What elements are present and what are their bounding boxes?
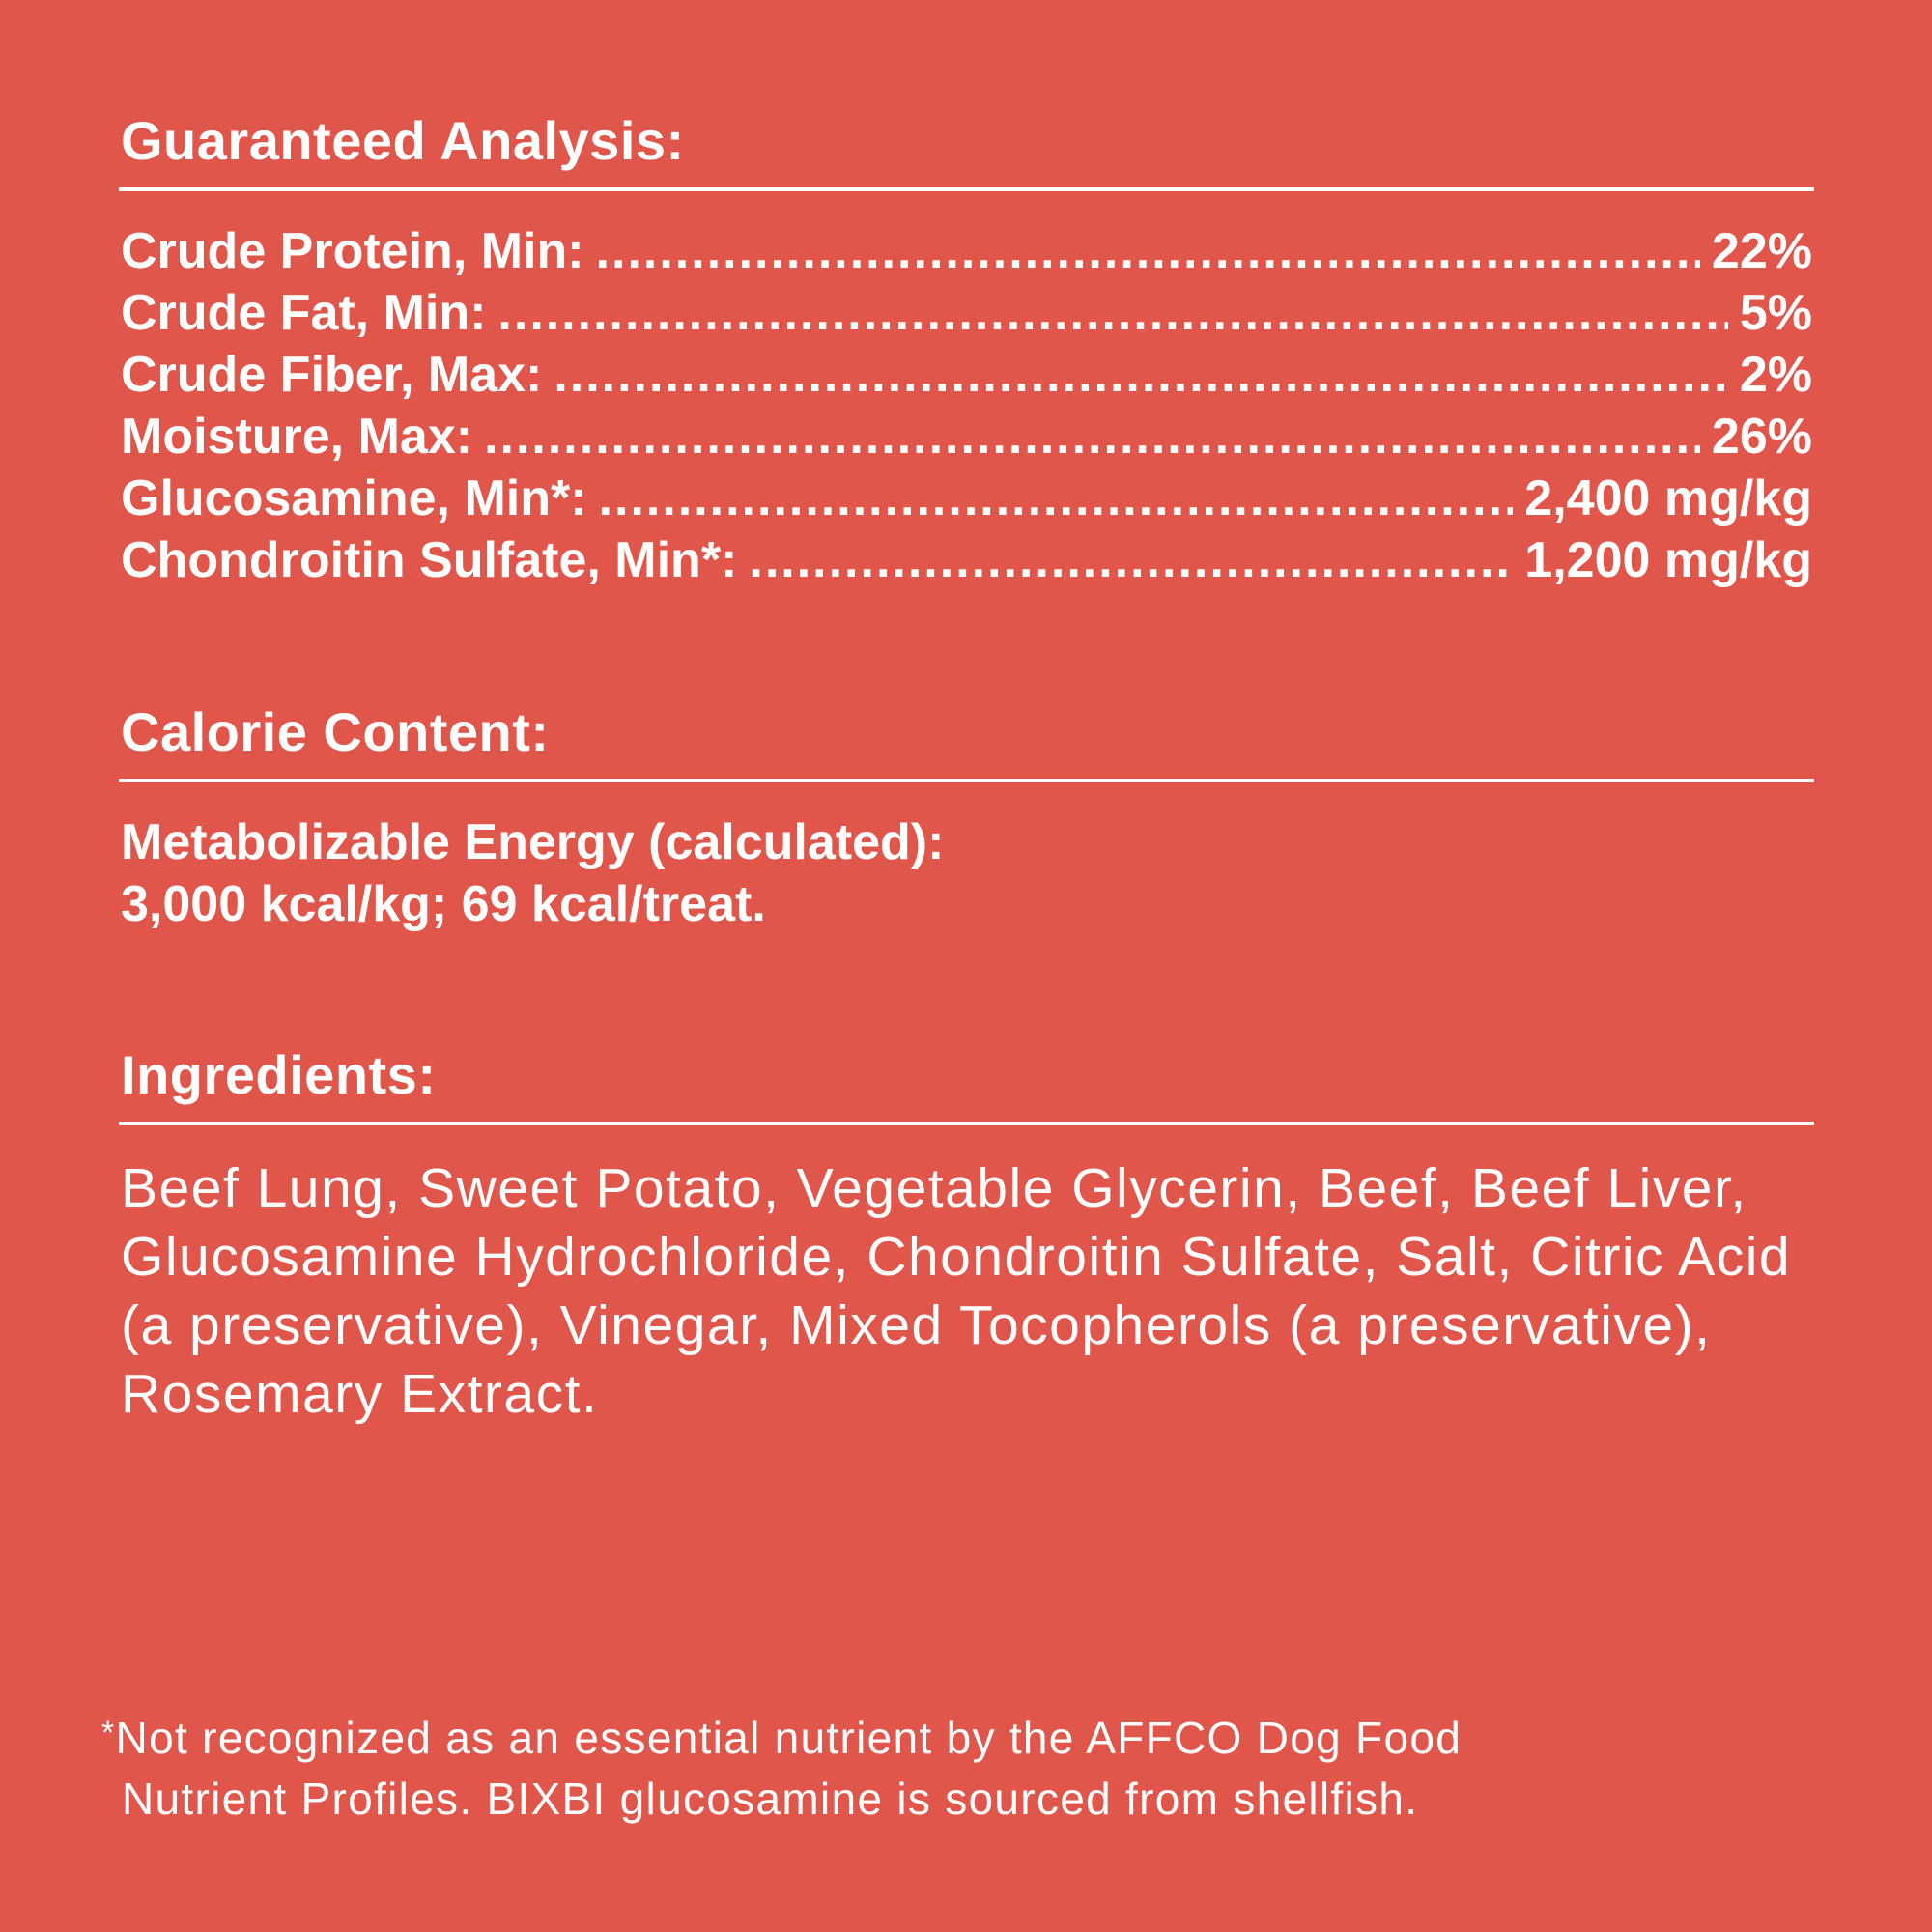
analysis-value: 26% <box>1711 409 1812 465</box>
ingredients-divider <box>119 1122 1814 1125</box>
analysis-row-glucosamine <box>119 468 1814 529</box>
analysis-label: Crude Fiber, Max: <box>121 347 543 403</box>
analysis-row-chondroitin <box>119 529 1814 591</box>
dot-leader <box>749 529 1513 591</box>
metabolizable-energy-label: Metabolizable Energy (calculated): <box>121 814 945 870</box>
ingredients-title: Ingredients: <box>121 1044 437 1105</box>
footnote <box>101 1703 1840 1830</box>
footnote-line-1 <box>101 1703 1840 1769</box>
analysis-label: Crude Protein, Min: <box>121 223 584 279</box>
footnote-text-1: Not recognized as an essential nutrient by the AFFCO Dog Food <box>115 1713 1463 1763</box>
analysis-value: 5% <box>1739 285 1812 341</box>
dot-leader <box>497 282 1727 344</box>
calorie-content-text <box>119 811 1814 935</box>
dot-leader <box>484 406 1700 468</box>
footnote-asterisk: * <box>101 1715 116 1751</box>
dot-leader <box>596 220 1700 282</box>
calorie-content-section <box>119 701 1814 935</box>
dot-leader <box>554 344 1728 406</box>
analysis-value: 22% <box>1711 223 1812 279</box>
analysis-row-crude-fiber <box>119 344 1814 406</box>
analysis-list <box>119 220 1814 591</box>
ingredients-section <box>119 1044 1814 1429</box>
guaranteed-analysis-section <box>119 110 1814 591</box>
guaranteed-analysis-title: Guaranteed Analysis: <box>121 110 685 171</box>
analysis-value: 1,200 mg/kg <box>1524 532 1812 588</box>
analysis-label: Chondroitin Sulfate, Min*: <box>121 532 738 588</box>
analysis-label: Glucosamine, Min*: <box>121 470 587 526</box>
footnote-line-2: Nutrient Profiles. BIXBI glucosamine is sourced from shellfish. <box>122 1774 1419 1824</box>
analysis-row-crude-protein <box>119 220 1814 282</box>
guaranteed-analysis-divider <box>119 187 1814 191</box>
analysis-value: 2% <box>1739 347 1812 403</box>
analysis-row-crude-fat <box>119 282 1814 344</box>
ingredients-list: Beef Lung, Sweet Potato, Vegetable Glycerin, Beef, Beef Liver, Glucosamine Hydrochloride, Chondroitin Sulfate, Salt, Citric Acid (a preservative), Vinegar, Mixed Tocopherols (a preservative), Rosemary Extract. <box>121 1157 1792 1425</box>
dot-leader <box>599 468 1514 529</box>
calorie-content-divider <box>119 779 1814 782</box>
analysis-row-moisture <box>119 406 1814 468</box>
calorie-content-title: Calorie Content: <box>121 701 550 762</box>
analysis-label: Moisture, Max: <box>121 409 473 465</box>
metabolizable-energy-value: 3,000 kcal/kg; 69 kcal/treat. <box>121 876 766 932</box>
analysis-label: Crude Fat, Min: <box>121 285 487 341</box>
analysis-value: 2,400 mg/kg <box>1524 470 1812 526</box>
